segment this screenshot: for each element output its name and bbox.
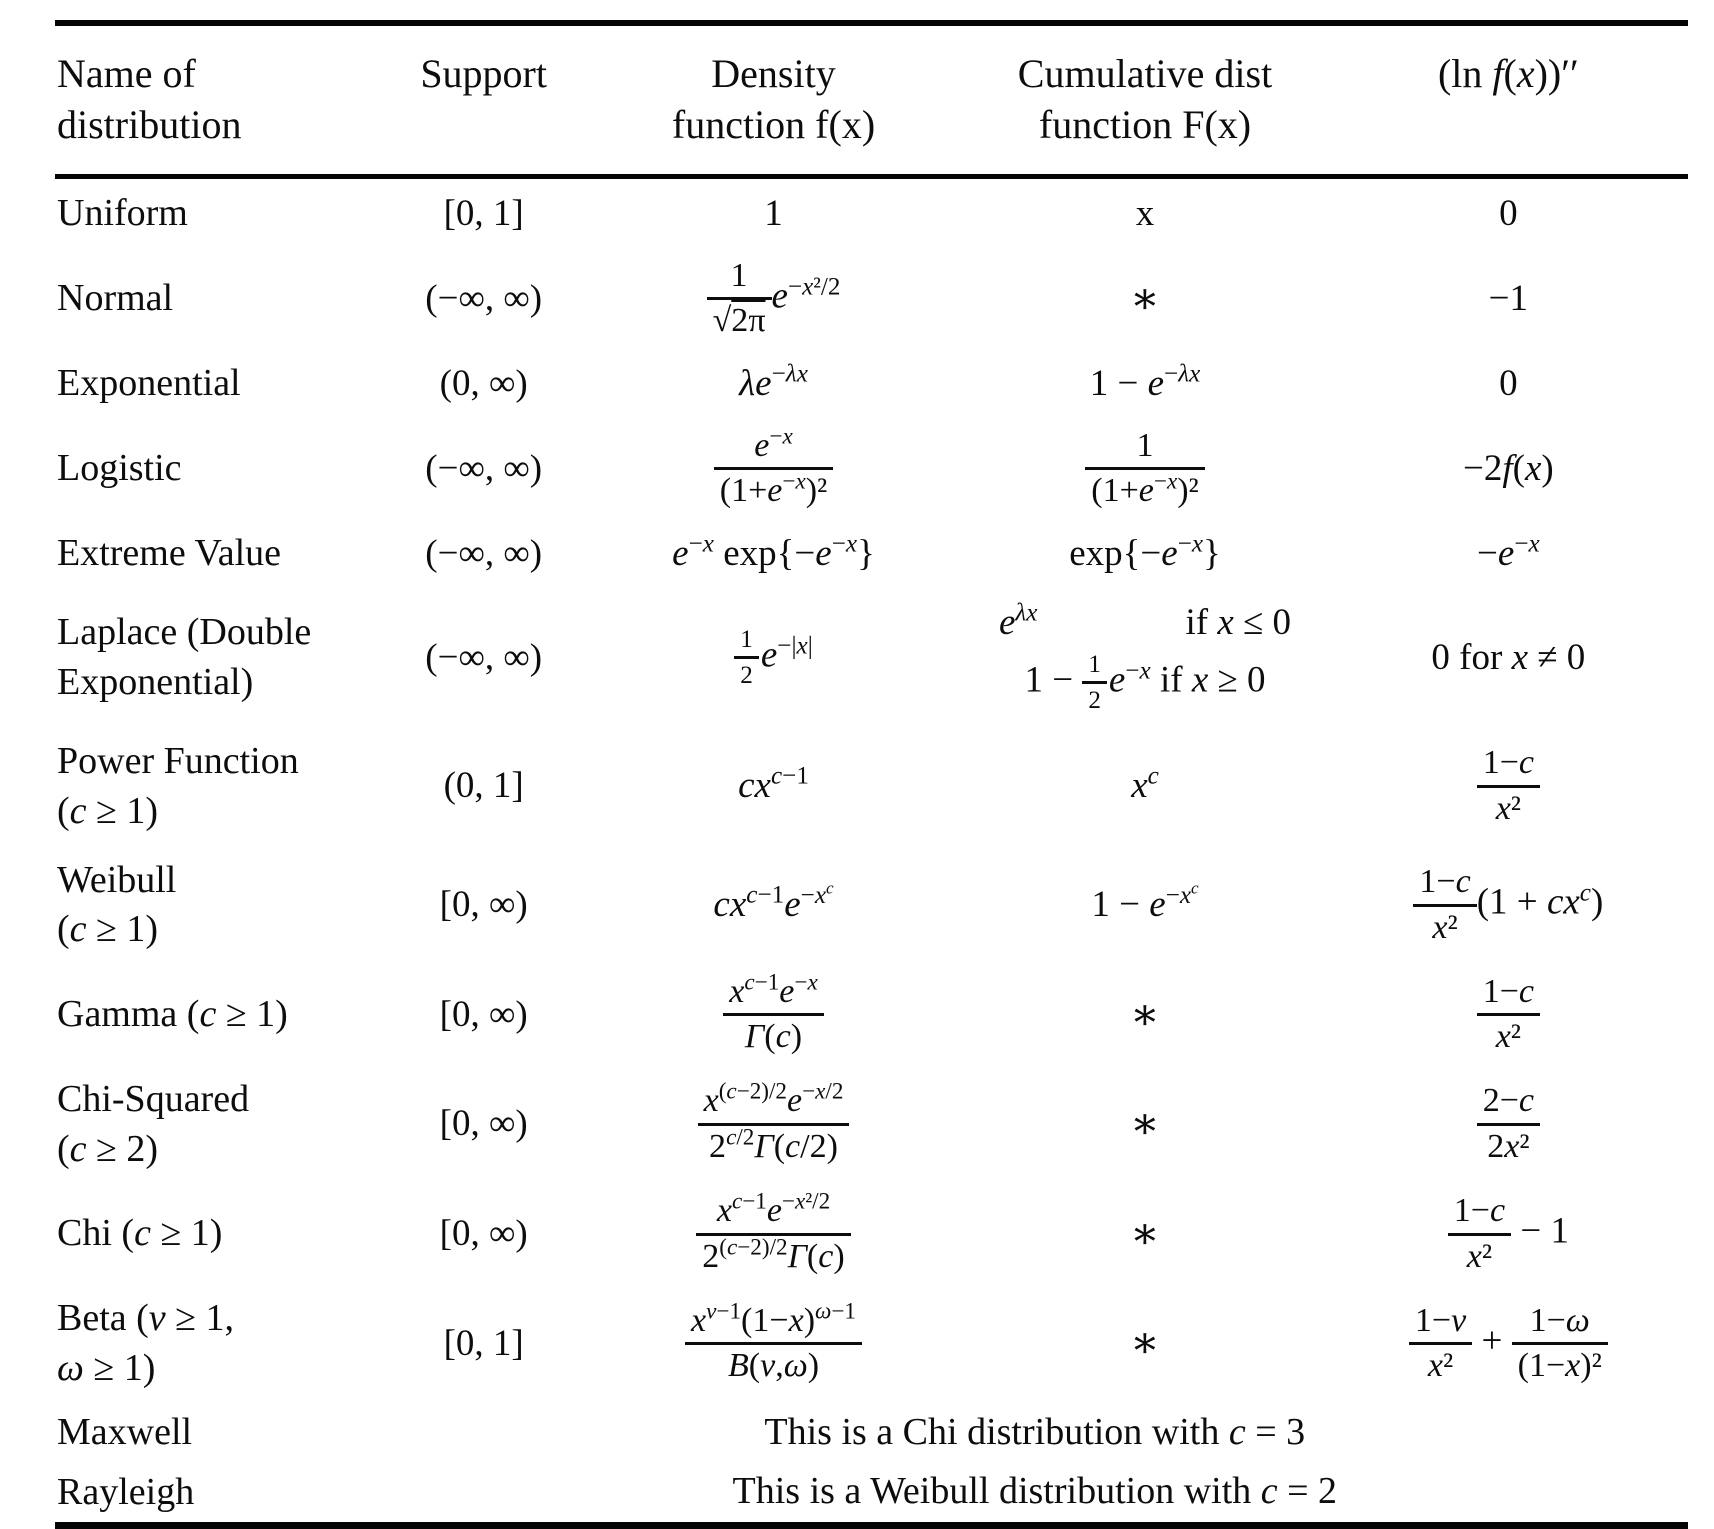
distribution-name: Beta (ν ≥ 1, ω ≥ 1) (57, 1297, 235, 1389)
distribution-name: Normal (57, 277, 174, 320)
density-cell: $\frac{e^{-x}}{(1+e^{-x})^2}$ (586, 419, 962, 519)
density-cell: $cx^{c-1}$ (738, 762, 809, 807)
cdf-cell: ∗ (1130, 273, 1160, 323)
support-cell: (−∞, ∞) (425, 277, 543, 319)
lnf-cell: $\frac{1-c}{\text{x²}}$ $(1 + cx^c)$ (1329, 846, 1688, 965)
support-cell: [0, 1] (443, 1322, 524, 1364)
cdf-cell: $x^c$ (1131, 762, 1159, 807)
support-cell: [0, ∞) (439, 1103, 528, 1145)
density-cell: $\frac{1}{2}$ $e^{-|x|}$ (586, 588, 962, 727)
table-row (55, 965, 1688, 1065)
cdf-cell: $\exp\{-e^{-x}\}$ (1069, 530, 1221, 574)
distribution-name: Exponential (57, 362, 241, 405)
cdf-cell: $e^{\lambda x}$ if x ≤ 0 1 − $\frac{1}{2}$ $e^{-x}$ if x ≥ 0 (998, 600, 1292, 715)
header-ln-f-second-derivative: (ln f(x))′′ (1329, 23, 1688, 177)
cdf-cell: x (1135, 192, 1155, 234)
table-row (55, 249, 1688, 349)
distribution-name: Logistic (57, 447, 182, 490)
lnf-cell: $\frac{2-c}{\text{2x²}}$ (1329, 1065, 1688, 1184)
support-cell: [0, ∞) (439, 884, 528, 926)
table-body (55, 177, 1688, 1526)
distribution-table (55, 20, 1688, 1529)
distribution-name: Uniform (57, 192, 188, 235)
header-name-of-distribution: Name of distribution (55, 23, 382, 177)
distribution-name: Maxwell (57, 1411, 193, 1454)
header-row (55, 23, 1688, 177)
density-cell: $\lambda e^{-\lambda x}$ (739, 360, 808, 404)
table-row (55, 1184, 1688, 1284)
distribution-name: Power Function (c ≥ 1) (57, 740, 299, 832)
cdf-cell: ∗ (1130, 1099, 1160, 1149)
density-cell: $cx^{c-1}e^{-x^c}$ (713, 878, 834, 926)
lnf-cell: $\frac{1-c}{\text{x²}}$ (1329, 727, 1688, 846)
table-row (55, 349, 1688, 418)
distribution-name: Chi-Squared (c ≥ 2) (57, 1078, 250, 1170)
support-cell: (0, ∞) (439, 362, 528, 404)
note-row (55, 1463, 1688, 1526)
density-cell: $e^{-x}$ $\exp\{-e^{-x}\}$ (672, 530, 875, 574)
table-row (55, 727, 1688, 846)
distribution-name: Rayleigh (57, 1470, 195, 1513)
support-cell: [0, ∞) (439, 993, 528, 1035)
table-row (55, 519, 1688, 588)
density-cell: $\frac{x^{c-1}e^{-x}}{\Gamma(c)}$ (586, 965, 962, 1065)
lnf-cell: 0 (1499, 192, 1518, 234)
density-cell: $\frac{x^{(c-2)/2}e^{-x/2}}{2^{c/2}\Gamma(c/2)}$ (586, 1065, 962, 1184)
lnf-cell: 0 (1499, 362, 1518, 404)
table-row (55, 1284, 1688, 1403)
table-row (55, 177, 1688, 249)
density-cell: 1 (764, 192, 783, 234)
support-cell: (0, 1] (443, 765, 524, 807)
distribution-name: Weibull (c ≥ 1) (57, 858, 177, 951)
lnf-cell: $\frac{1-c}{\text{x²}}$ − 1 (1329, 1184, 1688, 1284)
distribution-name: Gamma (c ≥ 1) (57, 993, 288, 1036)
table-row (55, 588, 1688, 727)
distribution-name: Extreme Value (57, 532, 282, 575)
header-cumulative-dist-function: Cumulative dist function F(x) (961, 23, 1328, 177)
cdf-cell: ∗ (1130, 1208, 1160, 1258)
support-cell: (−∞, ∞) (425, 532, 543, 574)
cdf-cell: ∗ (1130, 1318, 1160, 1368)
table-row (55, 1065, 1688, 1184)
density-cell: $\frac{1}{√2\pi}$ $e^{-x^2/2}$ (586, 249, 962, 349)
density-cell: $\frac{x^{c-1}e^{-x^2/2}}{2^{(c-2)/2}\Gamma(c)}$ (586, 1184, 962, 1284)
lnf-cell: $\frac{1-\nu}{\text{x²}}$ + $\frac{1-\omega}{\text{(1−x)²}}$ (1329, 1284, 1688, 1403)
cdf-cell: $1 - e^{-x^c}$ (1091, 878, 1199, 926)
table-row (55, 846, 1688, 965)
distribution-note: This is a Chi distribution with c = 3 (764, 1411, 1306, 1454)
lnf-cell: −2f(x) (1462, 447, 1554, 489)
support-cell: [0, ∞) (439, 1212, 528, 1254)
lnf-cell: 0 for x ≠ 0 (1431, 636, 1586, 678)
lnf-cell: $-e^{-x}$ (1477, 530, 1540, 574)
density-cell: $\frac{x^{\nu-1}(1-x)^{\omega-1}}{B(\nu,\omega)}$ (586, 1284, 962, 1403)
support-cell: [0, 1] (443, 192, 524, 234)
support-cell: (−∞, ∞) (425, 636, 543, 678)
cdf-cell: $\frac{1}{(1+e^{-x})^2}$ (961, 419, 1328, 519)
lnf-cell: $\frac{1-c}{\text{x²}}$ (1329, 965, 1688, 1065)
note-row (55, 1403, 1688, 1462)
lnf-cell: −1 (1488, 277, 1529, 319)
distribution-name: Chi (c ≥ 1) (57, 1212, 223, 1255)
distribution-name: Laplace (Double Exponential) (57, 611, 312, 703)
table-row (55, 419, 1688, 519)
header-support: Support (382, 23, 586, 177)
cdf-cell: $1 - e^{-\lambda x}$ (1089, 360, 1201, 404)
distribution-note: This is a Weibull distribution with c = 2 (732, 1470, 1338, 1513)
cdf-cell: ∗ (1130, 989, 1160, 1039)
header-density-function: Density function f(x) (586, 23, 962, 177)
support-cell: (−∞, ∞) (425, 447, 543, 489)
table-header (55, 23, 1688, 177)
